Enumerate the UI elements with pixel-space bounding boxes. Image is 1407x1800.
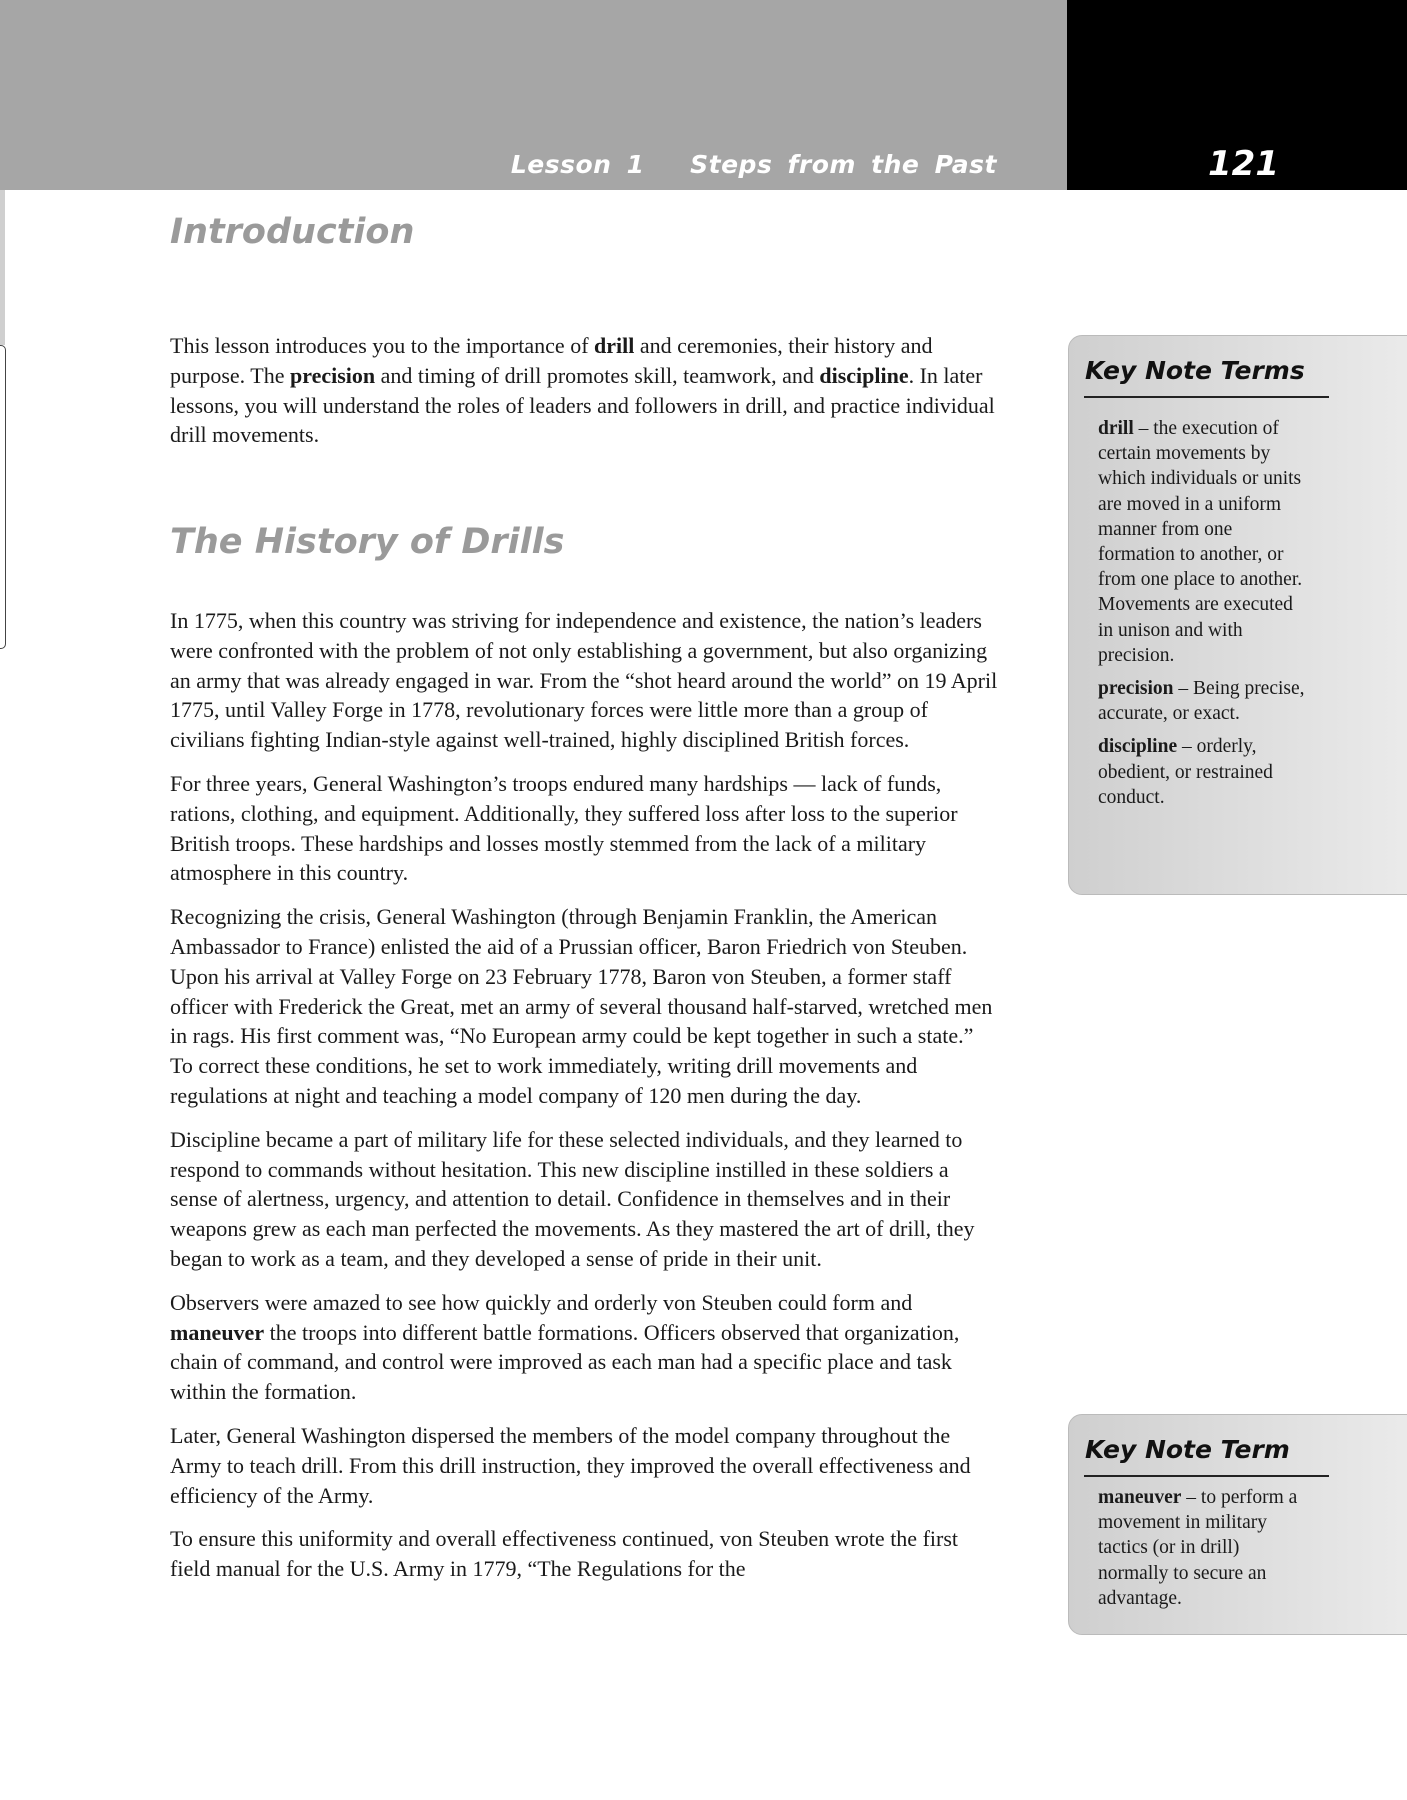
key-note-term-heading: Key Note Term bbox=[1085, 1435, 1290, 1464]
page-number: 121 bbox=[1208, 144, 1279, 184]
history-heading: The History of Drills bbox=[170, 522, 565, 562]
running-title: Lesson 1 Steps from the Past bbox=[510, 150, 997, 179]
definition: – to perform a movement in military tactics (or in drill) normally to secure an advantage. bbox=[1098, 1487, 1298, 1609]
term: maneuver bbox=[1098, 1487, 1182, 1508]
key-term: precision bbox=[289, 362, 376, 388]
paragraph bbox=[170, 1524, 1000, 1584]
text-run: and ceremonies, their history and purpose. The bbox=[170, 333, 933, 388]
term-definition bbox=[1098, 416, 1308, 668]
term-definition bbox=[1098, 676, 1308, 726]
introduction-heading: Introduction bbox=[170, 212, 415, 252]
text-run: For three years, General Washington’s troops endured many hardships — lack of funds, rations, clothing, and equipment. Additionally, they suffered loss after loss to the superior British troops. These hardships and losses mostly stemmed from the lack of a military atmosphere in this country. bbox=[170, 770, 958, 886]
text-run: the troops into different battle formations. Officers observed that organization, chain of command, and control were improved as each man had a specific place and task within the formation. bbox=[170, 1319, 960, 1405]
term: discipline bbox=[1098, 736, 1178, 758]
text-run: Recognizing the crisis, General Washington (through Benjamin Franklin, the American Ambassador to France) enlisted the aid of a Prussian officer, Baron Friedrich von Steuben. Upon his arrival at Valley Forge on 23 February 1778, Baron von Steuben, a former staff officer with Frederick the Great, met an army of several thousand half-starved, wretched men in rags. His first comment was, “No European army could be kept together in such a state.” To correct these conditions, he set to work immediately, writing drill movements and regulations at night and teaching a model company of 120 men during the day. bbox=[170, 904, 993, 1108]
paragraph bbox=[170, 902, 1000, 1111]
page-edge-bracket bbox=[0, 345, 6, 649]
key-note-terms-box bbox=[1068, 335, 1407, 895]
term-definition bbox=[1098, 734, 1308, 810]
key-term: maneuver bbox=[170, 1319, 265, 1345]
paragraph bbox=[170, 1288, 1000, 1407]
text-run: Observers were amazed to see how quickly and orderly von Steuben could form and bbox=[170, 1289, 913, 1315]
paragraph bbox=[170, 1421, 1000, 1510]
heading-rule bbox=[1084, 1475, 1329, 1477]
text-run: Discipline became a part of military life for these selected individuals, and they learned to respond to commands without hesitation. This new discipline instilled in these soldiers a sense of alertness, urgency, and attention to detail. Confidence in themselves and in their weapons grew as each man perfected the movements. As they mastered the art of drill, they began to work as a team, and they developed a sense of pride in their unit. bbox=[170, 1126, 975, 1271]
key-term: discipline bbox=[819, 362, 909, 388]
key-term: drill bbox=[594, 333, 635, 358]
definition: – the execution of certain movements by which individuals or units are moved in a uniform manner from one formation to another, or from one place to another. Movements are executed in unison and with precision. bbox=[1098, 418, 1303, 666]
term: precision bbox=[1098, 678, 1174, 700]
paragraph bbox=[170, 1125, 1000, 1274]
introduction-body bbox=[170, 331, 1000, 464]
definition: – Being precise, accurate, or exact. bbox=[1098, 678, 1305, 725]
text-run: To ensure this uniformity and overall effectiveness continued, von Steuben wrote the first field manual for the U.S. Army in 1779, “The Regulations for the bbox=[170, 1526, 959, 1582]
history-body bbox=[170, 606, 1000, 1598]
text-run: . In later lessons, you will understand the roles of leaders and followers in drill, and practice individual drill movements. bbox=[170, 362, 995, 448]
terms-list bbox=[1098, 1485, 1308, 1619]
key-note-terms-heading: Key Note Terms bbox=[1085, 356, 1305, 385]
text-run: This lesson introduces you to the importance of bbox=[170, 333, 595, 358]
term-definition bbox=[1098, 1485, 1308, 1611]
paragraph bbox=[170, 331, 1000, 450]
page-edge-strip bbox=[0, 190, 5, 345]
text-run: Later, General Washington dispersed the members of the model company throughout the Army to teach drill. From this drill instruction, they improved the overall effectiveness and efficiency of the Army. bbox=[170, 1422, 971, 1508]
paragraph bbox=[170, 606, 1000, 755]
text-run: and timing of drill promotes skill, teamwork, and bbox=[375, 362, 820, 388]
paragraph bbox=[170, 769, 1000, 888]
text-run: In 1775, when this country was striving for independence and existence, the nation’s leaders were confronted with the problem of not only establishing a government, but also organizing an army that was already engaged in war. From the “shot heard around the world” on 19 April 1775, until Valley Forge in 1778, revolutionary forces were little more than a group of civilians fighting Indian-style against well-trained, highly disciplined British forces. bbox=[170, 608, 998, 753]
term: drill bbox=[1098, 418, 1134, 439]
key-note-term-box bbox=[1068, 1414, 1407, 1635]
definition: – orderly, obedient, or restrained conduct. bbox=[1098, 736, 1273, 808]
terms-list bbox=[1098, 416, 1308, 818]
heading-rule bbox=[1084, 396, 1329, 398]
